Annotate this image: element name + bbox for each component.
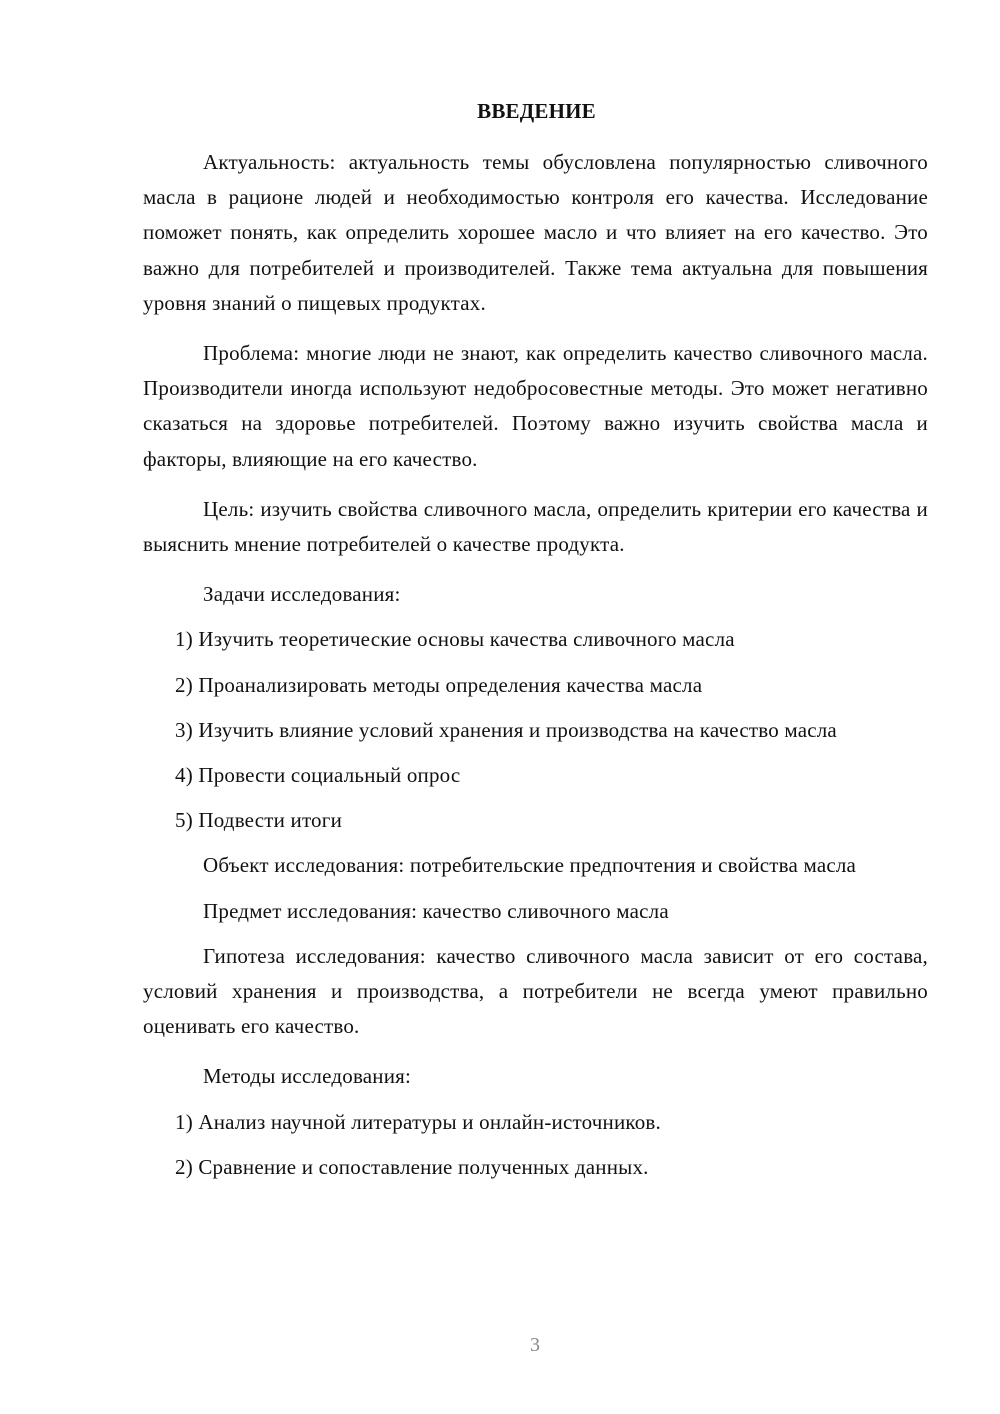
relevance-paragraph: Актуальность: актуальность темы обусловлена популярностью сливочного масла в рационе людей и необходимостью контроля его качества. Исследование поможет понять, как определить хорошее масло и что влияет на его качество. Это важно для потребителей и производителей. Также тема актуальна для повышения уровня знаний о пищевых продуктах.	[143, 150, 928, 315]
hypothesis-paragraph: Гипотеза исследования: качество сливочного масла зависит от его состава, условий хранения и производства, а потребители не всегда умеют правильно оценивать его качество.	[143, 943, 928, 1039]
methods-heading: Методы исследования:	[203, 1064, 412, 1089]
task-item-1: 1) Изучить теоретические основы качества сливочного масла	[175, 627, 735, 652]
goal-paragraph: Цель: изучить свойства сливочного масла, определить критерии его качества и выяснить мнение потребителей о качестве продукта.	[143, 496, 928, 557]
tasks-heading: Задачи исследования:	[203, 582, 401, 607]
task-item-5: 5) Подвести итоги	[175, 808, 343, 833]
document-body	[143, 96, 928, 1195]
problem-paragraph: Проблема: многие люди не знают, как определить качество сливочного масла. Производители иногда используют недобросовестные методы. Это может негативно сказаться на здоровье потребителей. Поэтому важно изучить свойства масла и факторы, влияющие на его качество.	[143, 341, 928, 471]
section-title: ВВЕДЕНИЕ	[477, 99, 596, 123]
method-item-1: 1) Анализ научной литературы и онлайн-источников.	[175, 1109, 662, 1134]
subject-paragraph: Предмет исследования: качество сливочного масла	[203, 898, 669, 923]
task-item-4: 4) Провести социальный опрос	[175, 763, 461, 788]
method-item-2: 2) Сравнение и сопоставление полученных данных.	[175, 1154, 649, 1179]
object-paragraph: Объект исследования: потребительские предпочтения и свойства масла	[203, 853, 857, 878]
task-item-3: 3) Изучить влияние условий хранения и производства на качество масла	[175, 717, 837, 742]
task-item-2: 2) Проанализировать методы определения качества масла	[175, 672, 703, 697]
page-number: 3	[530, 1334, 540, 1356]
